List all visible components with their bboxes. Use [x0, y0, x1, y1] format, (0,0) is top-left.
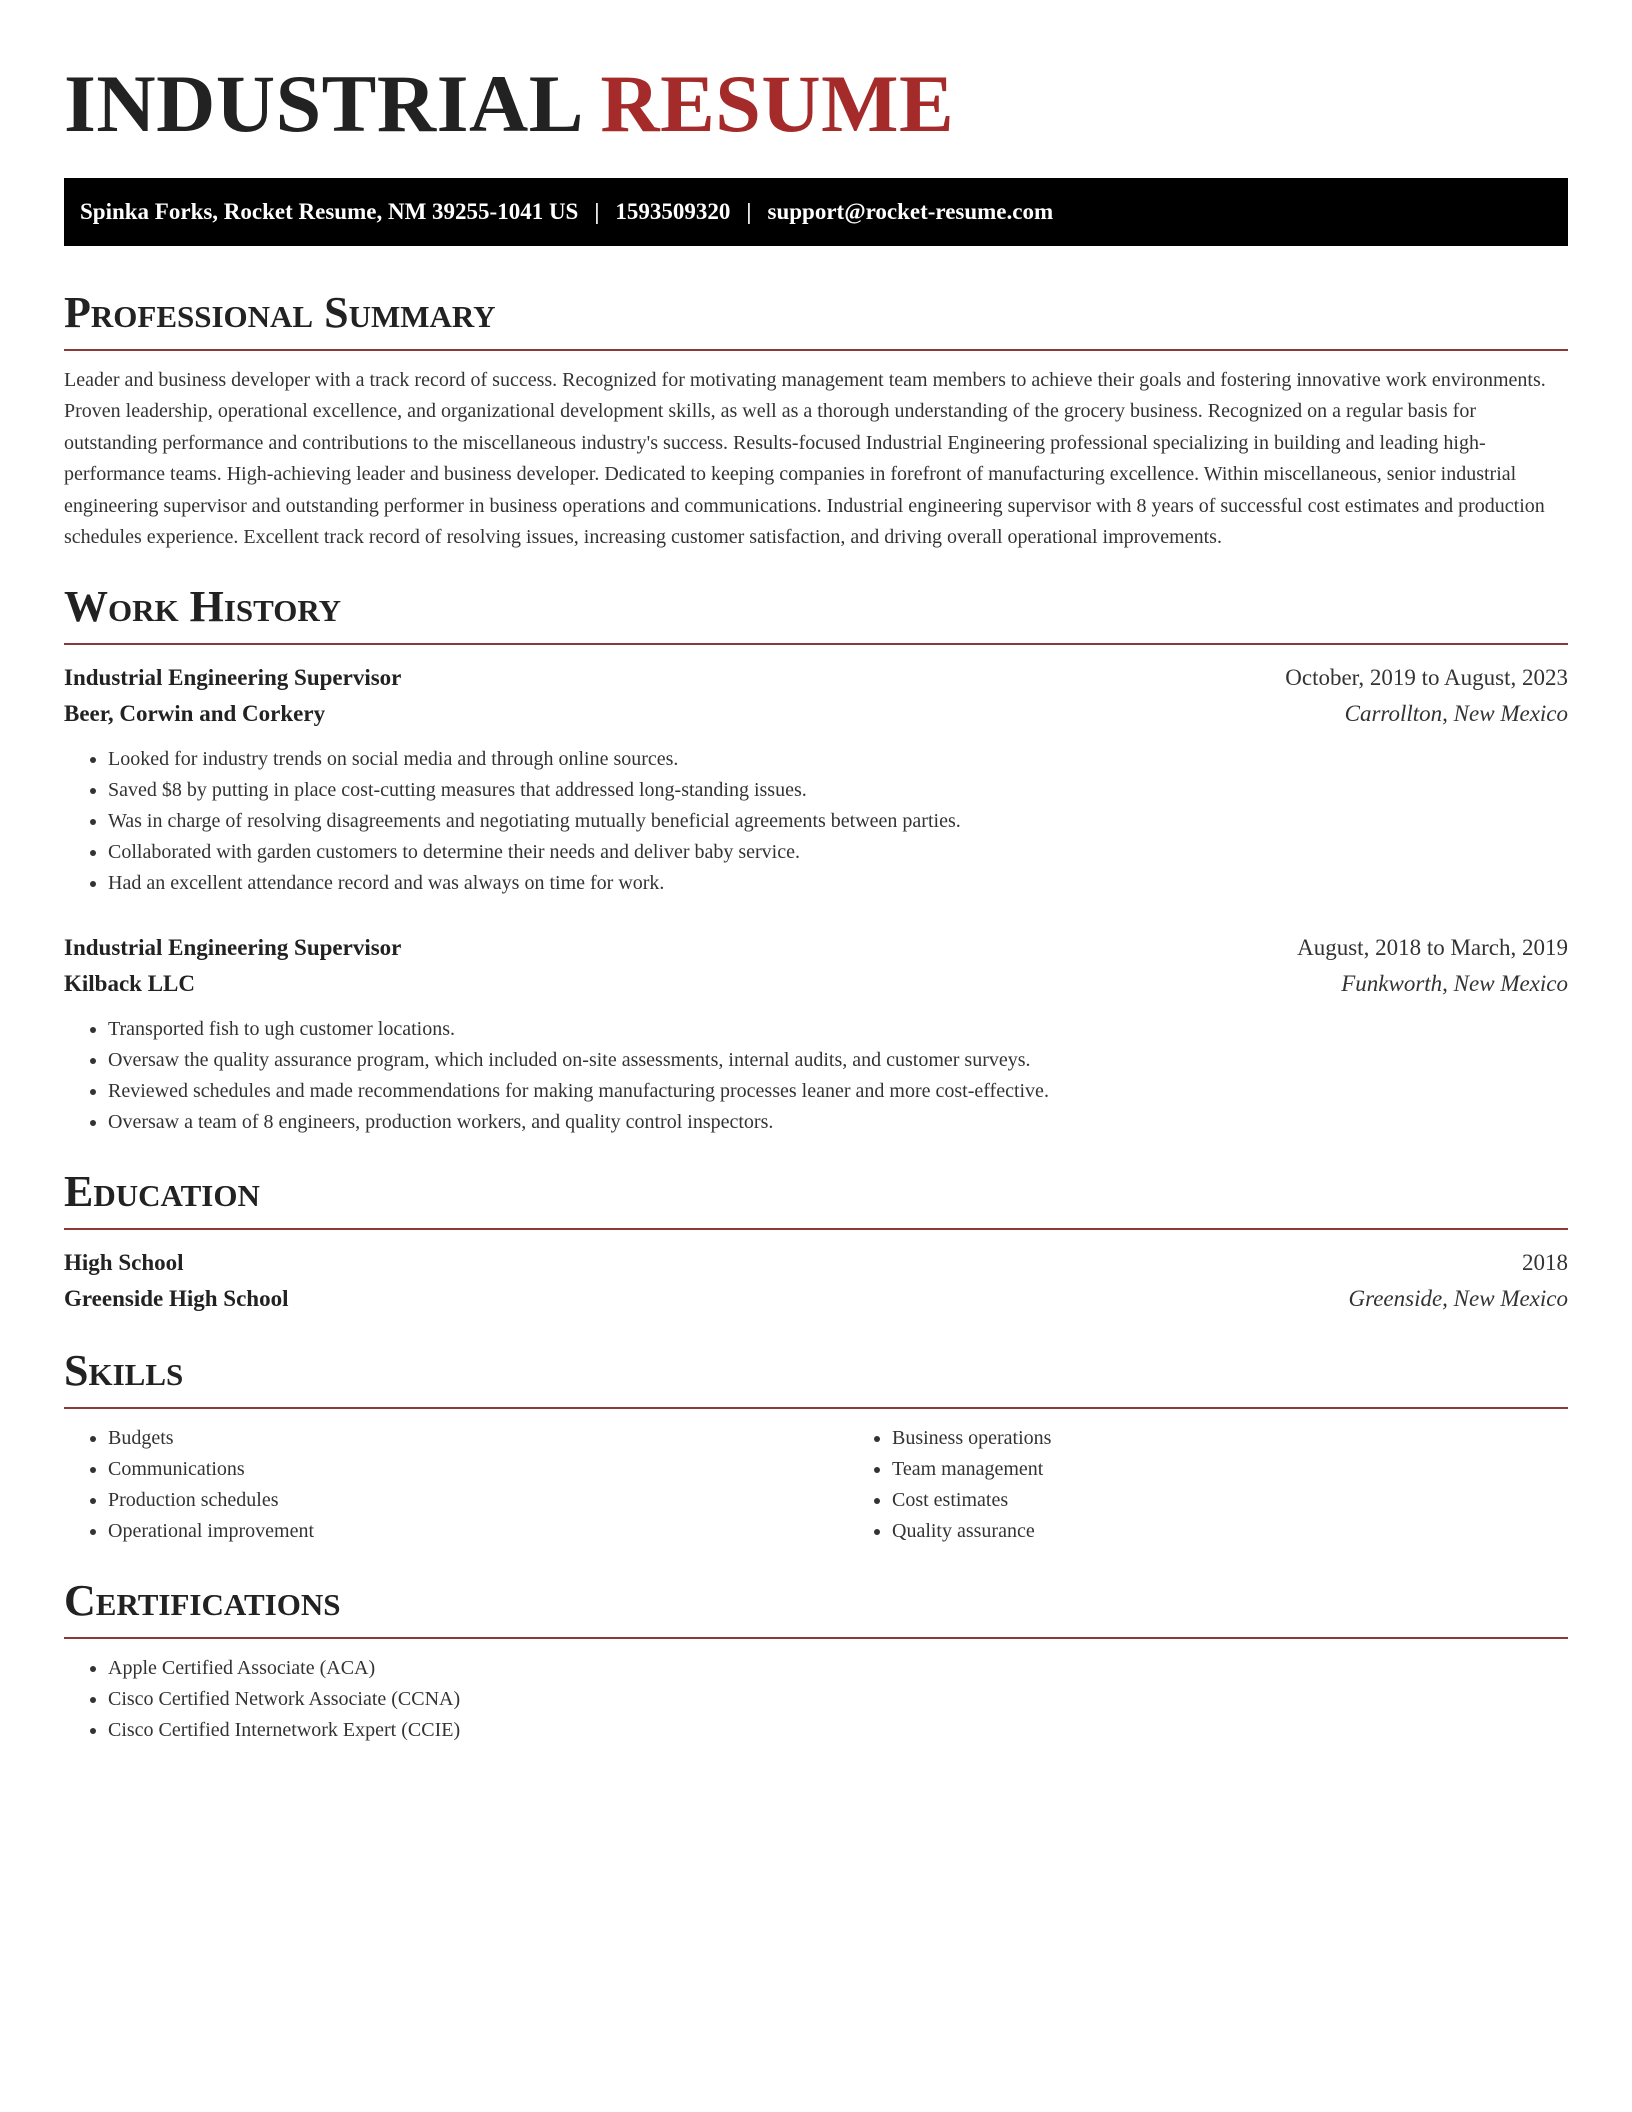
education-section — [64, 1166, 1568, 1317]
list-item: • Team management — [892, 1454, 1632, 1485]
list-item: • Cisco Certified Network Associate (CCNA) — [108, 1684, 1568, 1715]
job-bullets — [64, 744, 1568, 899]
job-company: Kilback LLC — [64, 971, 196, 997]
job-bullets — [64, 1014, 1568, 1138]
section-heading: Skills — [64, 1346, 184, 1396]
title-accent-word: RESUME — [600, 58, 955, 149]
list-item: • Transported fish to ugh customer locations. — [108, 1014, 1568, 1045]
list-item: • Communications — [108, 1454, 848, 1485]
job-company-row — [64, 966, 1568, 1002]
list-item: • Oversaw a team of 8 engineers, production workers, and quality control inspectors. — [108, 1107, 1568, 1138]
work-history-section — [64, 581, 1568, 1138]
contact-email: support@rocket-resume.com — [767, 199, 1054, 224]
education-degree-row — [64, 1245, 1568, 1281]
job-dates: October, 2019 to August, 2023 — [1285, 665, 1568, 691]
job-dates: August, 2018 to March, 2019 — [1297, 935, 1568, 961]
certifications-list — [64, 1653, 1568, 1746]
education-entry — [64, 1245, 1568, 1317]
list-item: • Budgets — [108, 1423, 848, 1454]
job-company: Beer, Corwin and Corkery — [64, 701, 326, 727]
list-item: • Was in charge of resolving disagreements and negotiating mutually beneficial agreements between parties. — [108, 806, 1568, 837]
title-dark-word: INDUSTRIAL — [64, 58, 580, 149]
job-title-row — [64, 660, 1568, 696]
list-item: • Oversaw the quality assurance program, which included on-site assessments, internal audits, and customer surveys. — [108, 1045, 1568, 1076]
contact-phone: 1593509320 — [615, 199, 731, 224]
section-divider — [64, 1228, 1568, 1230]
skills-section — [64, 1345, 1568, 1547]
education-school: Greenside High School — [64, 1286, 289, 1312]
list-item: • Reviewed schedules and made recommendations for making manufacturing processes leaner and more cost-effective. — [108, 1076, 1568, 1107]
list-item: • Production schedules — [108, 1485, 848, 1516]
contact-separator: | — [594, 199, 600, 224]
list-item: • Operational improvement — [108, 1516, 848, 1547]
job-entry — [64, 660, 1568, 899]
education-year: 2018 — [1522, 1250, 1568, 1276]
list-item: • Saved $8 by putting in place cost-cutting measures that addressed long-standing issues. — [108, 775, 1568, 806]
contact-address: Spinka Forks, Rocket Resume, NM 39255-1041 US — [80, 199, 579, 224]
section-divider — [64, 1407, 1568, 1409]
section-divider — [64, 1637, 1568, 1639]
list-item: • Cisco Certified Internetwork Expert (CCIE) — [108, 1715, 1568, 1746]
summary-text: Leader and business developer with a track record of success. Recognized for motivating management team members to achieve their goals and fostering innovative work environments. Proven leadership, operational excellence, and organizational development skills, as well as a thorough understanding of the grocery business. Recognized on a regular basis for outstanding performance and contributions to the miscellaneous industry's success. Results-focused Industrial Engineering professional specializing in building and leading high-performance teams. High-achieving leader and business developer. Dedicated to keeping companies in forefront of manufacturing excellence. Within miscellaneous, senior industrial engineering supervisor and outstanding performer in business operations and communications. Industrial engineering supervisor with 8 years of successful cost estimates and production schedules experience. Excellent track record of resolving issues, increasing customer satisfaction, and driving overall operational improvements. — [64, 369, 1546, 549]
section-heading: Professional Summary — [64, 288, 496, 337]
job-location: Carrollton, New Mexico — [1344, 701, 1568, 727]
certifications-section — [64, 1575, 1568, 1746]
job-title: Industrial Engineering Supervisor — [64, 935, 402, 961]
skills-column-left — [64, 1423, 848, 1547]
skills-column-right — [848, 1423, 1632, 1547]
job-location: Funkworth, New Mexico — [1341, 971, 1568, 997]
summary-section — [64, 287, 1568, 553]
job-title: Industrial Engineering Supervisor — [64, 665, 402, 691]
section-divider — [64, 643, 1568, 645]
contact-bar — [64, 178, 1568, 246]
contact-separator: | — [746, 199, 752, 224]
section-heading: Work History — [64, 582, 342, 632]
list-item: • Cost estimates — [892, 1485, 1632, 1516]
list-item: • Looked for industry trends on social media and through online sources. — [108, 744, 1568, 775]
job-entry — [64, 930, 1568, 1138]
section-heading: Education — [64, 1167, 260, 1217]
list-item: • Business operations — [892, 1423, 1632, 1454]
education-location: Greenside, New Mexico — [1348, 1286, 1568, 1312]
resume-title — [64, 0, 1568, 152]
education-school-row — [64, 1281, 1568, 1317]
section-heading: Certifications — [64, 1576, 341, 1626]
education-degree: High School — [64, 1250, 184, 1276]
list-item: • Had an excellent attendance record and was always on time for work. — [108, 868, 1568, 899]
job-company-row — [64, 696, 1568, 732]
list-item: • Quality assurance — [892, 1516, 1632, 1547]
list-item: • Apple Certified Associate (ACA) — [108, 1653, 1568, 1684]
job-title-row — [64, 930, 1568, 966]
list-item: • Collaborated with garden customers to determine their needs and deliver baby service. — [108, 837, 1568, 868]
section-divider — [64, 349, 1568, 351]
skills-grid — [64, 1423, 1568, 1547]
